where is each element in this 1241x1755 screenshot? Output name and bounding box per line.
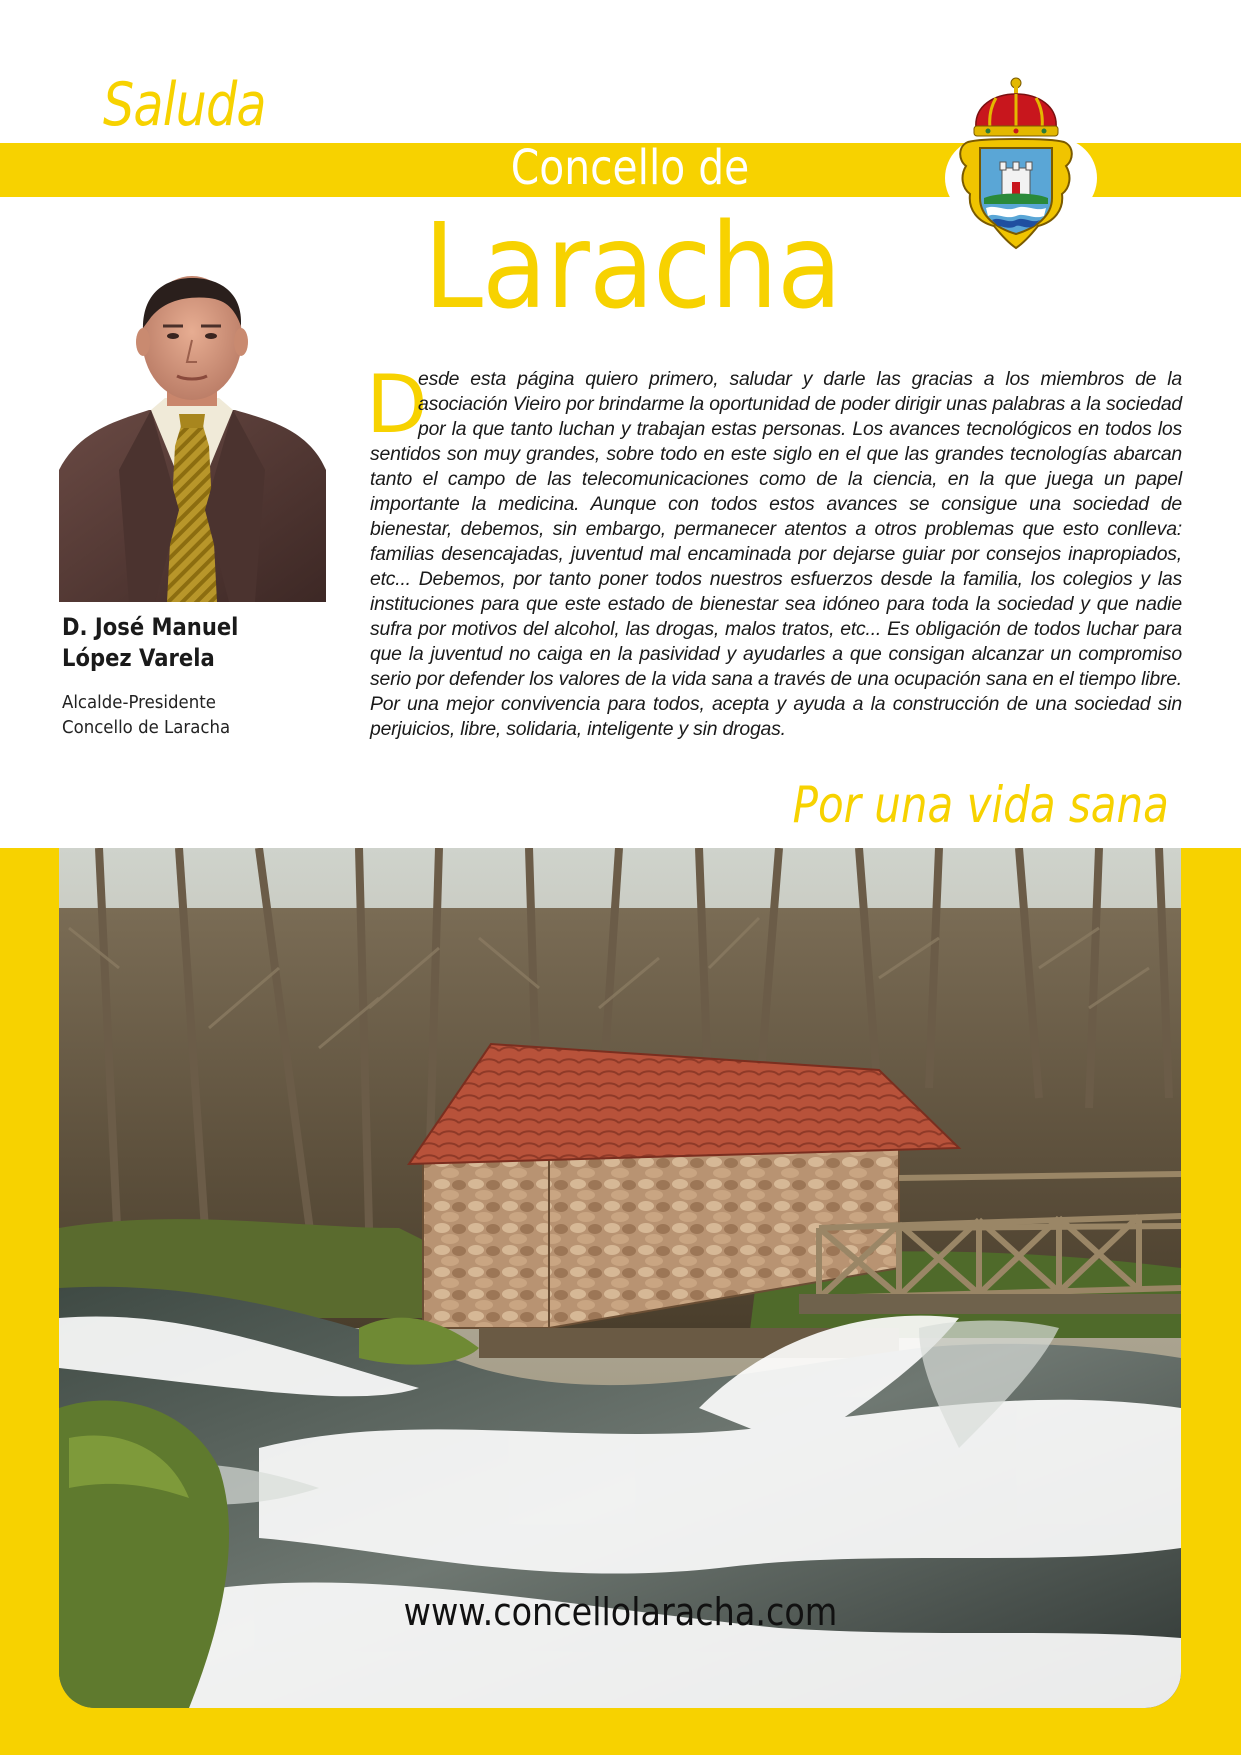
article-body <box>366 358 1183 742</box>
person-name-line1: D. José Manuel <box>62 613 239 641</box>
person-role <box>62 690 310 740</box>
person-role-line2: Concello de Laracha <box>62 717 231 738</box>
article-text: esde esta página quiero primero, saludar y darle las gracias a los miembros de la asociación Vieiro por brindarme la oportunidad de poder dirigir unas palabras a la sociedad por la que tanto luchan y trabajan estas personas. Los avances tecnológicos en todos los sentidos son muy grandes, sobre todo en este siglo en el que las grandes tecnologías abarcan tanto el campo de las telecomunicaciones como de la ciencia, en la que juega un papel importante la medicina. Aunque con todos estos avances se consigue una sociedad de bienestar, debemos, sin embargo, permanecer atentos a otros problemas que esto conlleva: familias desencajadas, juventud mal encaminada por dejarse guiar por consejos inapropiados, etc... Debemos, por tanto poner todos nuestros esfuerzos desde la familia, los colegios y las instituciones para que este estado de bienestar sea idóneo para toda la sociedad y que nadie sufra por motivos del alcohol, las drogas, malos tratos, etc... Es obligación de todos luchar para que la juventud no caiga en la pasividad y ayudarles a que consigan alcanzar un compromiso serio por defender los valores de la vida sana a través de una ocupación sana en el tiempo libre. Por una mejor convivencia para todos, acepta y ayuda a la construcción de una sociedad sin perjuicios, libre, solidaria, inteligente y sin drogas. <box>370 368 1183 740</box>
mayor-portrait <box>59 270 326 602</box>
dropcap-letter: D <box>366 358 428 451</box>
person-name-line2: López Varela <box>62 644 215 672</box>
portrait-image <box>59 270 326 602</box>
crown-icon <box>974 78 1058 136</box>
person-role-line1: Alcalde-Presidente <box>62 692 216 713</box>
landscape-photo <box>59 848 1181 1708</box>
website-link[interactable]: www.concellolaracha.com <box>403 1590 838 1634</box>
slogan-heading: Por una vida sana <box>792 776 1169 834</box>
stone-mill-river-image <box>59 848 1181 1708</box>
coat-of-arms-logo <box>954 76 1078 254</box>
laracha-title: Laracha <box>423 197 842 335</box>
person-name <box>62 612 291 674</box>
saluda-heading: Saluda <box>103 70 266 140</box>
concello-de-heading: Concello de <box>510 140 750 196</box>
tower-icon <box>1000 162 1032 198</box>
